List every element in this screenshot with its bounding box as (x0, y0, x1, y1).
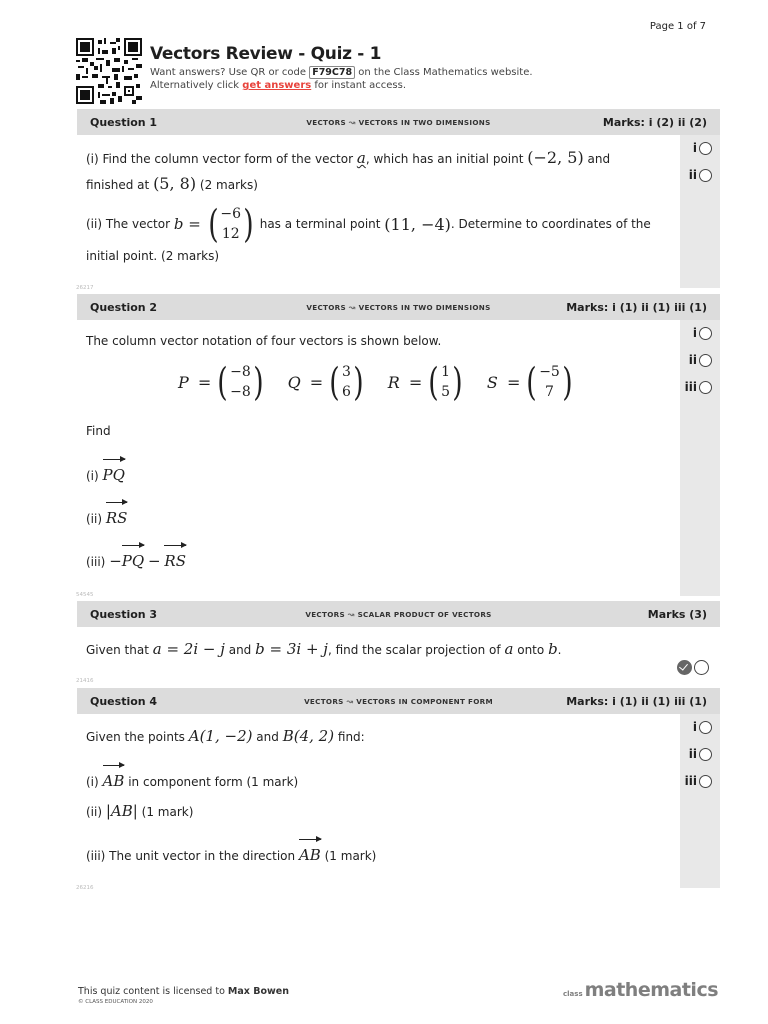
question-topic (77, 610, 720, 619)
alt-access-info (150, 80, 406, 91)
licensee-name: Max Bowen (227, 986, 289, 997)
text: finished at (86, 178, 150, 192)
option-label: ii (688, 168, 697, 182)
copyright: © CLASS EDUCATION 2020 (78, 999, 153, 1005)
topic: VECTORS (304, 697, 344, 706)
text: . Determine to coordinates of the (450, 217, 651, 231)
question-2-part-i (86, 466, 125, 484)
vector-ab (299, 846, 321, 864)
math-vector-b: b (173, 215, 184, 233)
vector-text: PQ (121, 552, 145, 570)
option-iii[interactable] (685, 380, 712, 394)
page-number: Page 1 of 7 (649, 21, 706, 32)
topic: VECTORS (306, 118, 346, 127)
subtopic: VECTORS IN COMPONENT FORM (356, 697, 493, 706)
math-point: (−2, 5) (527, 148, 584, 167)
vector-name: P (178, 372, 189, 392)
vector-bottom: 7 (545, 384, 554, 400)
question-1-part-i-cont (86, 174, 258, 193)
question-4-header (77, 688, 720, 714)
check-icon[interactable] (677, 660, 692, 675)
topic-arrow-icon: ↝ (348, 118, 356, 127)
question-1-answer-panel (680, 135, 720, 288)
minus-sign: − (148, 552, 161, 570)
option-label: ii (688, 747, 697, 761)
vector-text: RS (105, 509, 128, 527)
math-point: (5, 8) (153, 174, 197, 193)
math-point-b: B(4, 2) (282, 727, 335, 745)
question-4-intro (86, 727, 365, 745)
text: onto (517, 643, 545, 657)
question-3-answer-options (677, 660, 709, 675)
option-label: iii (684, 380, 697, 394)
text: (iii) The unit vector in the direction (86, 849, 296, 863)
answers-info-suffix: on the Class Mathematics website. (358, 67, 533, 78)
option-i[interactable] (693, 720, 712, 734)
option-label: i (692, 326, 697, 340)
option-label: ii (688, 353, 697, 367)
text: , which has an initial point (365, 152, 524, 166)
text: (i) Find the column vector form of the vector (86, 152, 354, 166)
question-1-header (77, 109, 720, 135)
question-marks: Marks: i (1) ii (1) iii (1) (566, 301, 707, 314)
text: , find the scalar projection of (327, 643, 501, 657)
option-i[interactable] (693, 326, 712, 340)
alt-access-prefix: Alternatively click (150, 80, 240, 91)
vector-name: Q (287, 372, 301, 392)
vector-definitions: P = ( −8 −8 ) Q = ( 3 6 ) R = ( 1 5 ) S = ( −5 7 ) (178, 362, 575, 402)
text: and (587, 152, 611, 166)
text: has a terminal point (259, 217, 381, 231)
alt-access-suffix: for instant access. (314, 80, 407, 91)
part-label: (i) (86, 469, 99, 483)
question-3-header (77, 601, 720, 627)
subtopic: VECTORS IN TWO DIMENSIONS (358, 303, 491, 312)
text: (2 marks) (199, 178, 258, 192)
text: Given that (86, 643, 149, 657)
math-point-a: A(1, −2) (188, 727, 253, 745)
question-2-header (77, 294, 720, 320)
math-a: a (504, 640, 514, 658)
option-ii[interactable] (689, 168, 712, 182)
radio-icon[interactable] (699, 327, 712, 340)
column-vector-p: ( −8 −8 ) (217, 360, 264, 404)
radio-icon[interactable] (699, 354, 712, 367)
brand-logo (563, 979, 718, 1001)
vector-text: AB (298, 846, 321, 864)
vector-bottom: 12 (221, 226, 240, 242)
column-vector-q: ( 3 6 ) (329, 360, 364, 404)
vector-bottom: 5 (441, 384, 451, 400)
option-label: iii (684, 774, 697, 788)
column-vector-b: ( −6 12 ) (207, 202, 254, 246)
question-label: Question 2 (90, 301, 158, 314)
text: Given the points (86, 730, 185, 744)
option-label: i (692, 720, 697, 734)
question-id: 26217 (76, 285, 94, 291)
text: . (557, 643, 562, 657)
question-4-answer-panel (680, 714, 720, 888)
question-2-intro: The column vector notation of four vectors is shown below. (86, 334, 442, 348)
radio-icon[interactable] (699, 381, 712, 394)
vector-top: 3 (342, 364, 351, 380)
license-prefix: This quiz content is licensed to (78, 986, 225, 997)
brand-small: class (563, 990, 583, 998)
question-4-part-i (86, 772, 298, 790)
text: (ii) The vector (86, 217, 171, 231)
subtopic: VECTORS IN TWO DIMENSIONS (358, 118, 491, 127)
text: in component form (1 mark) (128, 775, 299, 789)
vector-rs (106, 509, 128, 527)
question-2-answer-panel (680, 320, 720, 596)
quiz-title: Vectors Review - Quiz - 1 (150, 44, 382, 64)
radio-icon[interactable] (699, 775, 712, 788)
question-4-part-iii (86, 846, 376, 864)
radio-icon[interactable] (694, 660, 709, 675)
option-ii[interactable] (689, 353, 712, 367)
get-answers-link[interactable]: get answers (242, 80, 312, 91)
vector-name: S (486, 372, 498, 392)
vector-top: 1 (441, 364, 451, 380)
question-marks: Marks: i (2) ii (2) (602, 116, 707, 129)
vector-top: −8 (230, 364, 251, 380)
find-label: Find (86, 424, 111, 438)
column-vector-r: ( 1 5 ) (428, 360, 463, 404)
vector-ab (103, 772, 125, 790)
part-label: (iii) (86, 555, 106, 569)
part-label: (i) (86, 775, 99, 789)
part-label: (ii) (86, 805, 103, 819)
topic: VECTORS (305, 610, 345, 619)
question-label: Question 4 (90, 695, 158, 708)
vector-text: AB (102, 772, 125, 790)
license-line (78, 986, 289, 997)
option-i[interactable] (693, 141, 712, 155)
topic-arrow-icon: ↝ (347, 610, 355, 619)
radio-icon[interactable] (699, 142, 712, 155)
vector-pq (122, 552, 144, 570)
vector-top: −5 (539, 364, 560, 380)
question-3-text (86, 640, 562, 658)
question-id: 54545 (76, 592, 94, 598)
math-magnitude: |AB| (105, 802, 138, 820)
vector-top: −6 (220, 206, 242, 222)
radio-icon[interactable] (699, 169, 712, 182)
brand-name: mathematics (584, 979, 719, 1001)
question-1-part-i (86, 148, 671, 167)
math-vector-a: a (356, 149, 366, 167)
math-equation-b: b = 3i + j (255, 640, 328, 658)
text: (1 mark) (324, 849, 377, 863)
topic: VECTORS (306, 303, 346, 312)
text: and (228, 643, 252, 657)
answers-info (150, 66, 533, 79)
question-label: Question 3 (90, 608, 158, 621)
vector-name: R (387, 372, 400, 392)
question-marks: Marks: i (1) ii (1) iii (1) (566, 695, 707, 708)
topic-arrow-icon: ↝ (348, 303, 356, 312)
qr-code[interactable] (76, 38, 142, 104)
part-label: (ii) (86, 512, 103, 526)
vector-rs (164, 552, 186, 570)
question-id: 21416 (76, 678, 94, 684)
vector-text: PQ (102, 466, 125, 484)
text: (1 mark) (141, 805, 194, 819)
math-point: (11, −4) (384, 214, 451, 234)
radio-icon[interactable] (699, 721, 712, 734)
radio-icon[interactable] (699, 748, 712, 761)
vector-pq (103, 466, 125, 484)
question-marks: Marks (3) (647, 608, 707, 621)
vector-bottom: −8 (230, 384, 251, 400)
option-label: i (692, 141, 697, 155)
vector-bottom: 6 (342, 384, 351, 400)
answers-info-prefix: Want answers? Use QR or code (150, 67, 307, 78)
math-b: b (548, 640, 558, 658)
question-4-part-ii (86, 802, 193, 820)
answer-code: F79C78 (309, 66, 355, 79)
option-iii[interactable] (685, 774, 712, 788)
topic-arrow-icon: ↝ (346, 697, 354, 706)
option-ii[interactable] (689, 747, 712, 761)
minus-sign: − (109, 552, 122, 570)
question-id: 26216 (76, 885, 94, 891)
subtopic: SCALAR PRODUCT OF VECTORS (357, 610, 492, 619)
question-2-part-iii (86, 552, 186, 570)
question-1-part-ii: (ii) The vector b = ( −6 12 ) has a terminal point (11, −4) . Determine to coordinates of the (86, 202, 651, 246)
question-1-part-ii-cont: initial point. (2 marks) (86, 249, 220, 263)
math-equation-a: a = 2i − j (152, 640, 225, 658)
text: and (256, 730, 279, 744)
question-2-part-ii (86, 509, 127, 527)
text: find: (337, 730, 365, 744)
vector-text: RS (164, 552, 186, 570)
column-vector-s: ( −5 7 ) (526, 360, 573, 404)
question-label: Question 1 (90, 116, 158, 129)
